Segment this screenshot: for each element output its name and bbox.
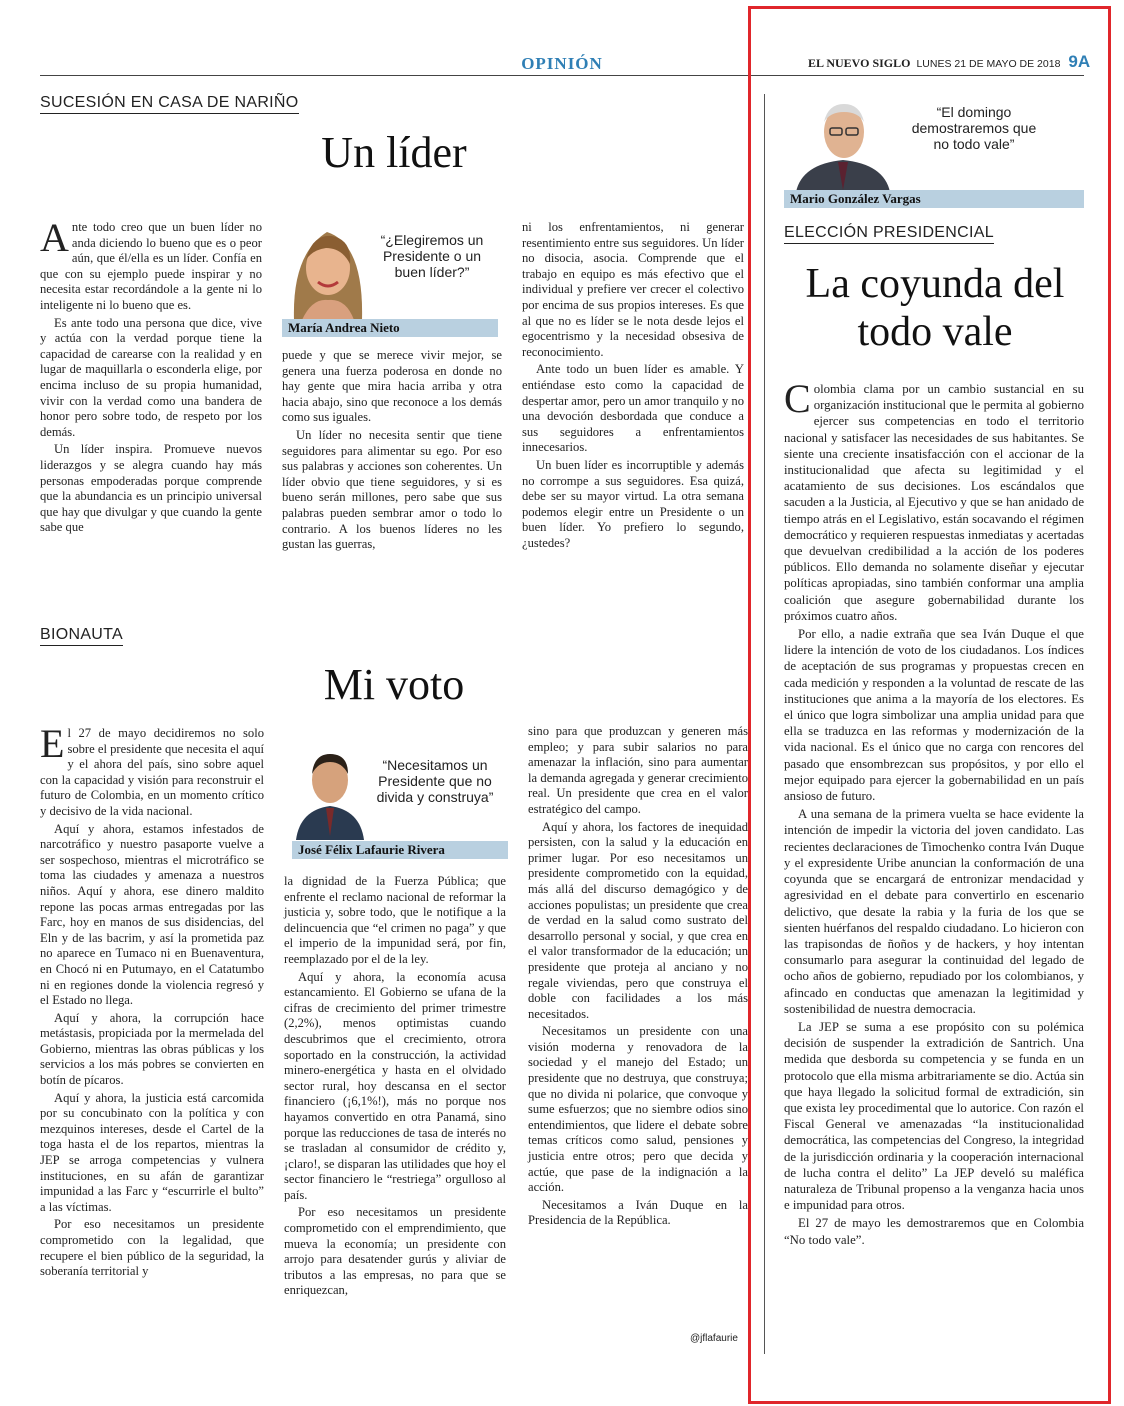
column-divider xyxy=(764,94,765,1354)
article2-column-1 xyxy=(40,721,264,1282)
page-number: 9A xyxy=(1068,52,1091,71)
article2-paragraph: Aquí y ahora, la economía acusa estancamiento. El Gobierno se ufana de la cifras de crecimiento del primer trimestre (2,2%), menos optimistas cuando descubrimos que el crecimiento, otrora soportado en la construcción, la actividad minero-energética y hasta en el olvidado sector rural, hoy descansa en el sector financiero (¡6,1%!), más no porque nos hayamos convertido en otra Panamá, sino porque las reducciones de tasa de interés no se trasladan al consumidor de crédito y, ¡claro!, se disparan las utilidades que hoy el sector financiero le “restriega” orgulloso al país. xyxy=(284,969,506,1202)
article1-paragraph: ni los enfrentamientos, ni generar resentimiento entre sus seguidores. Un líder no disocia, asocia. Comprende que el trabajo en equipo es más efectivo que el individual y prefiere ver crecer el colectivo por encima de sus propios intereses. Es que al que no es líder se le nota desde lejos el egocentrismo y la necesidad obsesiva de reconocimiento. xyxy=(522,220,744,359)
article3-kicker: ELECCIÓN PRESIDENCIAL xyxy=(784,224,994,244)
article3-author-name: Mario González Vargas xyxy=(784,190,1084,208)
article2-paragraph: sino para que produzcan y generen más empleo; y para subir salarios no para amenazar la inflación, sino para aumentar la demanda agregada y generar crecimiento real. Un presidente que crea en el valor estratégico del campo. xyxy=(528,724,748,816)
article1-paragraph: Un líder no necesita sentir que tiene seguidores para alimentar su ego. Por eso sus palabras y acciones son coherentes. Un líder obvio que tiene seguidores, y si es bueno serán millones, pero sabe que sus palabras pueden sembrar amor o todo lo contrario. A los buenos líderes no les gustan las guerras, xyxy=(282,427,502,552)
author-social-handle: @jflafaurie xyxy=(690,1333,738,1344)
article2-column-3 xyxy=(528,724,748,1231)
article2-paragraph: Por eso necesitamos un presidente comprometido con la legalidad, que recupere el bien público de la seguridad, la soberanía territorial y xyxy=(40,1217,264,1279)
dropcap: E xyxy=(40,721,65,766)
portrait-man-image xyxy=(292,740,368,840)
author-photo-mario-gonzalez-vargas xyxy=(788,92,898,192)
article2-paragraph: Aquí y ahora, estamos infestados de narcotráfico y nuestro pasaporte vuelve a ser sospechoso, mientras el microtráfico se toma las ciudades y amenaza a nuestros niños. Aquí y ahora, ese dinero maldito repone las pocas armas entregadas por las Farc, hoy en manos de sus disidencias, del Eln y de las bacrim, y así la prometida paz no aparece en Tumaco ni en Buenaventura, en Chocó ni en Putumayo, en el Catatumbo ni en regiones donde la violencia regresó y el Estado no llega. xyxy=(40,821,264,1008)
article1-author-name: María Andrea Nieto xyxy=(282,319,498,337)
article3-paragraph: Colombia clama por un cambio sustancial en su organización institucional que le permita al gobierno ejercer sus competencias en todo el territorio nacional y satisfacer las necesidades de sus habitantes. Se siente una creciente insatisfacción con el accionar de la institucionalidad que afecta su legitimidad y el acatamiento de sus decisiones. Los escándalos que sacuden a la Justicia, al Ejecutivo y que se han anidado de tiempo atrás en el Legislativo, están socavando el régimen democrático y requieren respuestas inmediatas y acertadas que devuelvan credibilidad a la acción de los poderes públicos. Ello demanda no solamente diseñar y ejecutar políticas apropiadas, sino también conformar una amplia coalición que asegure gobernabilidad durante los próximos cuatro años. xyxy=(784,376,1084,623)
portrait-woman-image xyxy=(282,214,372,320)
article3-title-line-2: todo vale xyxy=(857,309,1013,355)
article3-body xyxy=(784,376,1084,1250)
article2-paragraph: El 27 de mayo decidiremos no solo sobre el presidente que necesita el aquí y el ahora del país, sino sobre aquel con la capacidad y visión para reconstruir el futuro de Colombia, en un momento crítico y decisivo de la vida nacional. xyxy=(40,721,264,818)
article3-title-line-1: La coyunda del xyxy=(805,261,1065,307)
article1-kicker: SUCESIÓN EN CASA DE NARIÑO xyxy=(40,94,299,114)
portrait-elderly-man-image xyxy=(788,92,898,192)
dropcap: A xyxy=(40,215,69,260)
article2-title: Mi voto xyxy=(323,660,465,709)
dropcap: C xyxy=(784,376,811,421)
article3-paragraph: El 27 de mayo les demostraremos que en Colombia “No todo vale”. xyxy=(784,1216,1084,1247)
author-photo-maria-andrea-nieto xyxy=(282,214,372,320)
article1-paragraph: puede y que se merece vivir mejor, se genera una fuerza poderosa en donde no hay gente que mira hacia arriba y otra hacia abajo, sino que reconoce a los demás como sus iguales. xyxy=(282,348,502,425)
article2-paragraph: Por eso necesitamos un presidente comprometido con el emprendimiento, que mueva la economía; un presidente con arrojo para desatender gurús y aliviar de tributos a las empresas, no para que se enriquezcan, xyxy=(284,1205,506,1298)
article1-pull-quote: “¿Elegiremos un Presidente o un buen líder?” xyxy=(380,232,484,280)
article1-column-3 xyxy=(522,220,744,553)
publication-date: LUNES 21 DE MAYO DE 2018 xyxy=(916,58,1061,70)
article3-paragraph: La JEP se suma a ese propósito con su polémica decisión de suspender la extradición de Santrich. Una medida que desborda su competencia y se funda en un protocolo que ella misma arbitrariamente se dio. Actúa sin que haya llegado la solicitud formal de extradición, sin que exista ley procedimental que lo autorice. Con razón el Fiscal General ve amenazadas “la institucionalidad democrática, las competencias del Congreso, la integridad de la jurisdicción ordinaria y la cooperación internacional de lucha contra el delito” La JEP develó su maléfica naturaleza de Tribunal propenso a la venganza hacia unos e impunidad para otros. xyxy=(784,1019,1084,1213)
article3-title xyxy=(770,260,1100,356)
article1-title: Un líder xyxy=(321,128,467,177)
article1-column-1 xyxy=(40,215,262,538)
article3-paragraph: A una semana de la primera vuelta se hace evidente la intención de impedir la victoria del joven candidato. Las recientes declaraciones de Timochenko contra Iván Duque y el expresidente Uribe anuncian la conformación de una coyunda que se encargará de entronizar mendacidad y agresividad en el debate para convertirlo en escenario delictivo, que desate la rabia y la furia de los que se sienten huérfanos del respaldo ciudadano. Lo hicieron con las trapisondas de ñoños y de hackers, y hoy intentan consumarlo para asegurar la continuidad del legado de ocho años de gobierno, repudiado por los colombianos, y afincado en conductas que amenazan la legitimidad y sostenibilidad de nuestra democracia. xyxy=(784,807,1084,1016)
article2-column-2 xyxy=(284,874,506,1301)
article1-paragraph: Ante todo un buen líder es amable. Y entiéndase esto como la capacidad de despertar amor, pero un amor tranquilo y no una devoción desbordada que conduce a sus seguidores a enfrentamientos innecesarios. xyxy=(522,362,744,455)
article2-pull-quote: “Necesitamos un Presidente que no divida y construya” xyxy=(376,757,494,805)
newspaper-name: EL NUEVO SIGLO xyxy=(808,56,911,70)
article1-paragraph: Es ante todo una persona que dice, vive y actúa con la verdad porque tiene la capacidad de carearse con la realidad y en lugar de maquillarla o esconderla elige, por encima incluso de su propia humanidad, vivir con la verdad como una bandera de honor pero sobre todo, de respeto por los demás. xyxy=(40,315,262,439)
article1-paragraph: Un líder inspira. Promueve nuevos liderazgos y se alegra cuando hay más personas empoderadas porque comprende que la abundancia es un principio universal que hay que divulgar y que cuando la gente sabe que xyxy=(40,442,262,535)
article2-paragraph: Aquí y ahora, la justicia está carcomida por su concubinato con la política y con mezquinos intereses, desde el Cartel de la toga hasta el de los repartos, mientras la JEP se arroga competencias y vulnera instituciones, en su afán de garantizar impunidad a las Farc y “escurrirle el bulto” a las víctimas. xyxy=(40,1090,264,1214)
article3-paragraph: Por ello, a nadie extraña que sea Iván Duque el que lidere la intención de voto de los ciudadanos. Los índices de aceptación de sus programas y propuestas crecen en cada medición y responden a la voluntad de rescate de las instituciones que anima a la mayoría de los electores. Es el único que logra simbolizar una amplia unidad para que ella se traduzca en las reformas y modernización de la vida nacional. Es el único que no carga con rencores del pasado que ensombrezcan sus propósitos, y por ello el mejor equipado para ejercer la gobernabilidad en un país ansioso de futuro. xyxy=(784,627,1084,804)
article2-kicker: BIONAUTA xyxy=(40,626,123,646)
section-title: OPINIÓN xyxy=(521,54,603,73)
article1-column-2 xyxy=(282,348,502,555)
article2-paragraph: Necesitamos a Iván Duque en la Presidencia de la República. xyxy=(528,1197,748,1228)
article2-paragraph: Aquí y ahora, la corrupción hace metástasis, propiciada por la mermelada del Gobierno, mientras las obras públicas y los servicios a los más pobres se convierten en botín de pícaros. xyxy=(40,1010,264,1088)
article1-paragraph: Ante todo creo que un buen líder no anda diciendo lo bueno que es o peor aún, que él/ella es un líder. Confía en que con su ejemplo puede inspirar y no necesita estar recordándole a la gente ni lo inteligente ni lo bueno que es. xyxy=(40,215,262,312)
article2-author-name: José Félix Lafaurie Rivera xyxy=(292,841,508,859)
article1-paragraph: Un buen líder es incorruptible y además no corrompe a sus seguidores. Esa quizá, debe ser su mayor virtud. La otra semana podemos elegir entre un Presidente o un buen líder. Yo prefiero lo segundo, ¿ustedes? xyxy=(522,457,744,550)
article3-pull-quote: “El domingo demostraremos que no todo vale” xyxy=(911,104,1037,152)
article2-paragraph: Necesitamos un presidente con una visión moderna y renovadora de la sociedad y el manejo del Estado; un presidente que no destruya, que construya; que no divida ni polarice, que convoque y sume esfuerzos; que no siembre odios sino entendimientos, que lidere el debate sobre temas críticos como salud, pensiones y justicia entre otros; pero que decida y actúe, que pase de la indignación a la acción. xyxy=(528,1024,748,1195)
article2-paragraph: Aquí y ahora, los factores de inequidad persisten, con la salud y la educación en primer lugar. Por eso necesitamos un presidente comprometido con la equidad, más allá del discurso demagógico y de acciones populistas; un presidente que crea de verdad en la salud como sustrato del desarrollo personal y social, y que crea en el valor transformador de la educación; un presidente que proteja al anciano y no regale viviendas, pero que construya el doble con facilidades a los más necesitados. xyxy=(528,819,748,1021)
author-photo-jose-felix-lafaurie xyxy=(292,740,368,840)
article2-paragraph: la dignidad de la Fuerza Pública; que enfrente el reclamo nacional de reformar la justicia y, sobre todo, que le notifique a la delincuencia que “el crimen no paga” y que el imperio de la impunidad será, por fin, reemplazado por el de la ley. xyxy=(284,874,506,966)
